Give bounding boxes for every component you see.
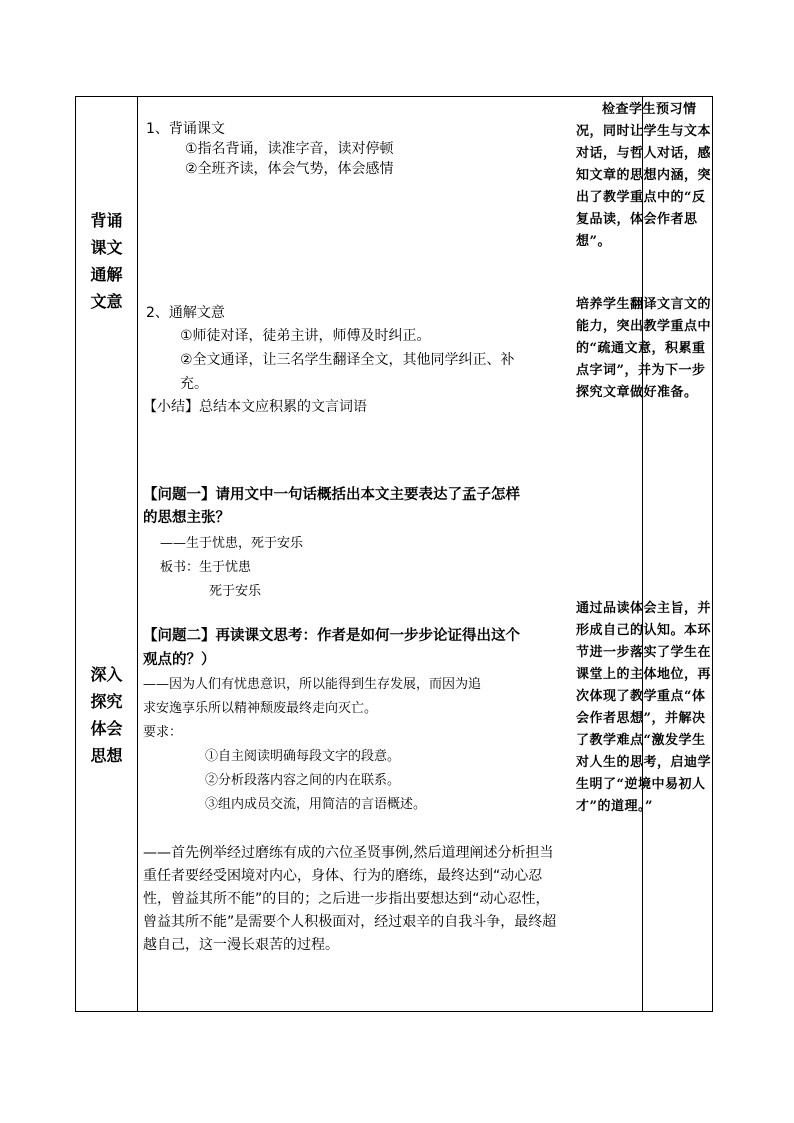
item2-point-a: ①师徒对译，徒弟主讲，师傅及时纠正。 (180, 328, 431, 344)
requirements-label: 要求： (143, 725, 183, 740)
lesson-table (75, 96, 713, 1012)
blackboard-line-1: 板书：生于忧患 (160, 560, 252, 575)
argument-paragraph: ——首先例举经过磨练有成的六位圣贤事例,然后道理阐述分析担当重任者要经受困境对内心，身体、行为的磨练，最终达到“动心忍性，曾益其所不能”的目的；之后进一步指出要想达到“动心忍性，曾益其所不能”是需要个人积极面对，经过艰辛的自我斗争，最终超越自己，这一漫长艰苦的过程。 (143, 845, 557, 953)
label-line: 通解 (90, 265, 123, 284)
label-line: 课文 (90, 238, 123, 257)
question-1-cont: 的思想主张？ (143, 510, 230, 526)
label-line: 背诵 (90, 211, 123, 230)
question-1: 【问题一】请用文中一句话概括出本文主要表达了孟子怎样 (143, 487, 520, 503)
blackboard-line-2: 死于安乐 (209, 584, 262, 599)
teaching-note-2: 培养学生翻译文言文的能力，突出教学重点中的“疏通文意，积累重点字词”，并为下一步探究文章做好准备。 (576, 297, 712, 400)
label-line: 探究 (90, 692, 123, 711)
item2-title: 2、通解文意 (146, 305, 225, 321)
item2-point-b-cont: 充。 (180, 376, 208, 392)
requirement-1: ①自主阅读明确每段文字的段意。 (205, 749, 401, 764)
section-label-explore (76, 661, 137, 769)
teaching-note-1: 检查学生预习情况，同时让学生与文本对话，与哲人对话，感知文章的思想内涵，突出了教学重点中的“反复品读，体会作者思想”。 (576, 102, 712, 249)
requirement-2: ②分析段落内容之间的内在联系。 (205, 773, 401, 788)
question-2-answer: ——因为人们有忧患意识，所以能得到生存发展，而因为追 (143, 677, 482, 692)
question-2: 【问题二】再读课文思考：作者是如何一步步论证得出这个 (143, 628, 520, 644)
teaching-note-3: 通过品读体会主旨，并形成自己的认知。本环节进一步落实了学生在课堂上的主体地位，再次体现了教学重点“体会作者思想”，并解决了教学难点“激发学生对人生的思考，启迪学生明了“逆境中易初人才”的道理。” (576, 601, 712, 814)
label-line: 体会 (90, 719, 123, 738)
item1-point-a: ①指名背诵，读准字音，读对停顿 (185, 141, 394, 157)
requirement-3: ③组内成员交流，用简洁的言语概述。 (205, 797, 427, 812)
item2-point-b: ②全文通译，让三名学生翻译全文，其他同学纠正、补 (180, 352, 515, 368)
column-divider (137, 97, 138, 1011)
item1-point-b: ②全班齐读，体会气势，体会感情 (185, 161, 394, 177)
question-1-answer: ——生于忧患，死于安乐 (160, 536, 304, 551)
label-line: 深入 (90, 665, 123, 684)
summary-line: 【小结】总结本文应积累的文言词语 (143, 399, 367, 415)
section-label-recite (76, 207, 137, 315)
label-line: 思想 (90, 746, 123, 765)
item1-title: 1、背诵课文 (146, 121, 225, 137)
question-2-cont: 观点的？） (143, 652, 216, 668)
label-line: 文意 (90, 292, 123, 311)
question-2-answer-cont: 求安逸享乐所以精神颓废最终走向灭亡。 (143, 701, 378, 716)
